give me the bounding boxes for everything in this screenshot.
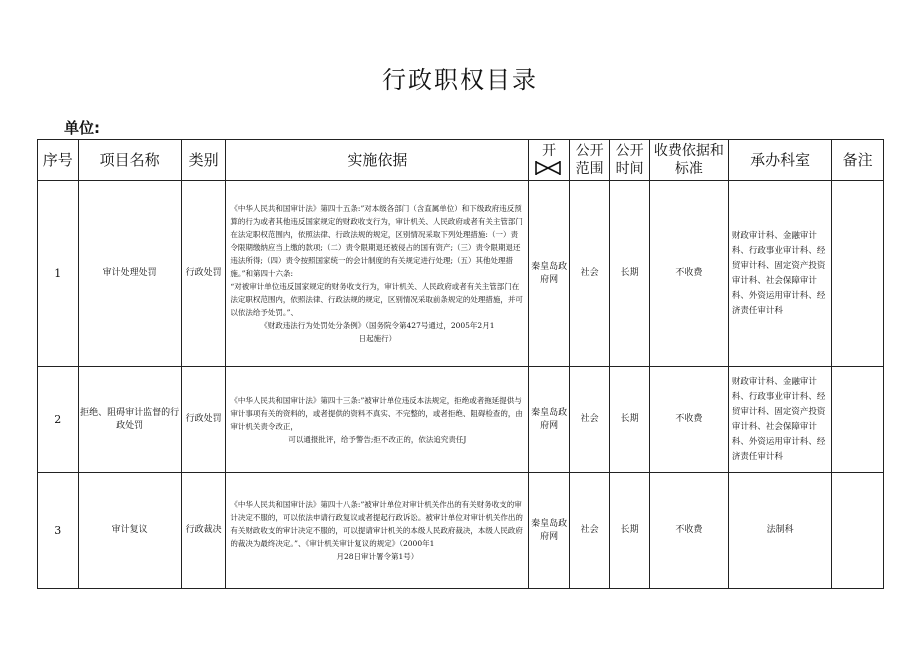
row-basis — [226, 367, 529, 473]
header-basis: 实施依据 — [226, 140, 529, 181]
basis-text: 《中华人民共和国审计法》第四十三条:”被审计单位违反本法规定，拒绝或者拖延提供与审计事项有关的资料的，或者提供的资料不真实、不完整的，或者拒绝、阻碍检查的，由审计机关责令改正， — [230, 395, 523, 431]
header-dept: 承办科室 — [728, 140, 831, 181]
row-open-scope: 社会 — [569, 473, 610, 589]
row-fee: 不收费 — [649, 181, 728, 367]
row-open-channel: 秦皇岛政府网 — [529, 367, 570, 473]
row-category: 行政处罚 — [181, 367, 226, 473]
row-open-scope: 社会 — [569, 367, 610, 473]
authority-table — [37, 139, 884, 589]
unit-label: 单位: — [64, 119, 100, 137]
row-name: 审计处理处罚 — [78, 181, 181, 367]
row-dept: 法制科 — [728, 473, 831, 589]
basis-text: 《中华人民共和国审计法》第四十八条:”被审计单位对审计机关作出的有关财务收支的审计决定不服的，可以依法申请行政复议或者提起行政诉讼。被审计单位对审计机关作出的有关财政收支的审计决定不服的，可以提请审计机关的本级人民政府裁决，本级人民政府的裁决为最终决定。”、《审计机关审计复议的规定》（2000年1 — [230, 500, 523, 548]
header-open-label: 开 — [542, 143, 557, 159]
row-open-channel: 秦皇岛政府网 — [529, 181, 570, 367]
header-remark: 备注 — [832, 140, 884, 181]
header-category: 类别 — [181, 140, 226, 181]
row-category: 行政处罚 — [181, 181, 226, 367]
header-seq: 序号 — [38, 140, 79, 181]
basis-text: 可以通报批评，给予警告;拒不改正的，依法追究责任J — [288, 434, 467, 444]
row-basis — [226, 473, 529, 589]
row-remark — [832, 473, 884, 589]
table-row — [38, 473, 884, 589]
row-fee: 不收费 — [649, 367, 728, 473]
basis-text: 月28日审计署令第1号） — [336, 552, 419, 561]
row-open-scope: 社会 — [569, 181, 610, 367]
row-fee: 不收费 — [649, 473, 728, 589]
open-cross-mark — [535, 161, 561, 175]
basis-text: 日起施行） — [358, 334, 397, 343]
table-row — [38, 181, 884, 367]
row-open-channel: 秦皇岛政府网 — [529, 473, 570, 589]
row-name: 审计复议 — [78, 473, 181, 589]
header-fee: 收费依据和标准 — [649, 140, 728, 181]
row-category: 行政裁决 — [181, 473, 226, 589]
row-remark — [832, 181, 884, 367]
row-remark — [832, 367, 884, 473]
row-seq: 3 — [38, 473, 79, 589]
basis-text: “对被审计单位违反国家规定的财务收支行为，审计机关、人民政府或者有关主管部门在法定职权范围内，依照法律、行政法规的规定，区别情况采取前条规定的处理措施，并可以依法给予处罚。”、 — [230, 282, 523, 317]
header-name: 项目名称 — [78, 140, 181, 181]
row-dept: 财政审计科、金融审计科、行政事业审计科、经贸审计科、固定资产投资审计科、社会保障审计科、外资运用审计科、经济责任审计科 — [728, 181, 831, 367]
basis-text: 《中华人民共和国审计法》第四十五条:”对本级各部门（含直属单位）和下级政府违反预算的行为或者其他违反国家规定的财政收支行为，审计机关、人民政府或者有关主管部门在法定职权范围内，依照法律、行政法规的规定，区别情况采取下列处理措施:（一）责令限期缴纳应当上缴的款项;（二）责令限期退还被侵占的国有资产;（三）责令限期退还违法所得;（四）责令按照国家统一的会计制度的有关规定进行处理;（五）其他处理措施。”和第四十六条: — [230, 204, 523, 278]
row-open-time: 长期 — [610, 473, 650, 589]
header-open — [529, 140, 570, 181]
header-open-time: 公开时间 — [610, 140, 650, 181]
basis-text: 《财政违法行为处罚处分条例》（国务院令第427号通过，2005年2月1 — [260, 321, 495, 330]
row-seq: 2 — [38, 367, 79, 473]
table-header-row — [38, 140, 884, 181]
page-title: 行政职权目录 — [382, 66, 538, 94]
row-open-time: 长期 — [610, 181, 650, 367]
row-dept: 财政审计科、金融审计科、行政事业审计科、经贸审计科、固定资产投资审计科、社会保障审计科、外资运用审计科、经济责任审计科 — [728, 367, 831, 473]
table-row — [38, 367, 884, 473]
row-seq: 1 — [38, 181, 79, 367]
header-open-scope: 公开范围 — [569, 140, 610, 181]
row-open-time: 长期 — [610, 367, 650, 473]
row-basis — [226, 181, 529, 367]
row-name: 拒绝、阻碍审计监督的行政处罚 — [78, 367, 181, 473]
